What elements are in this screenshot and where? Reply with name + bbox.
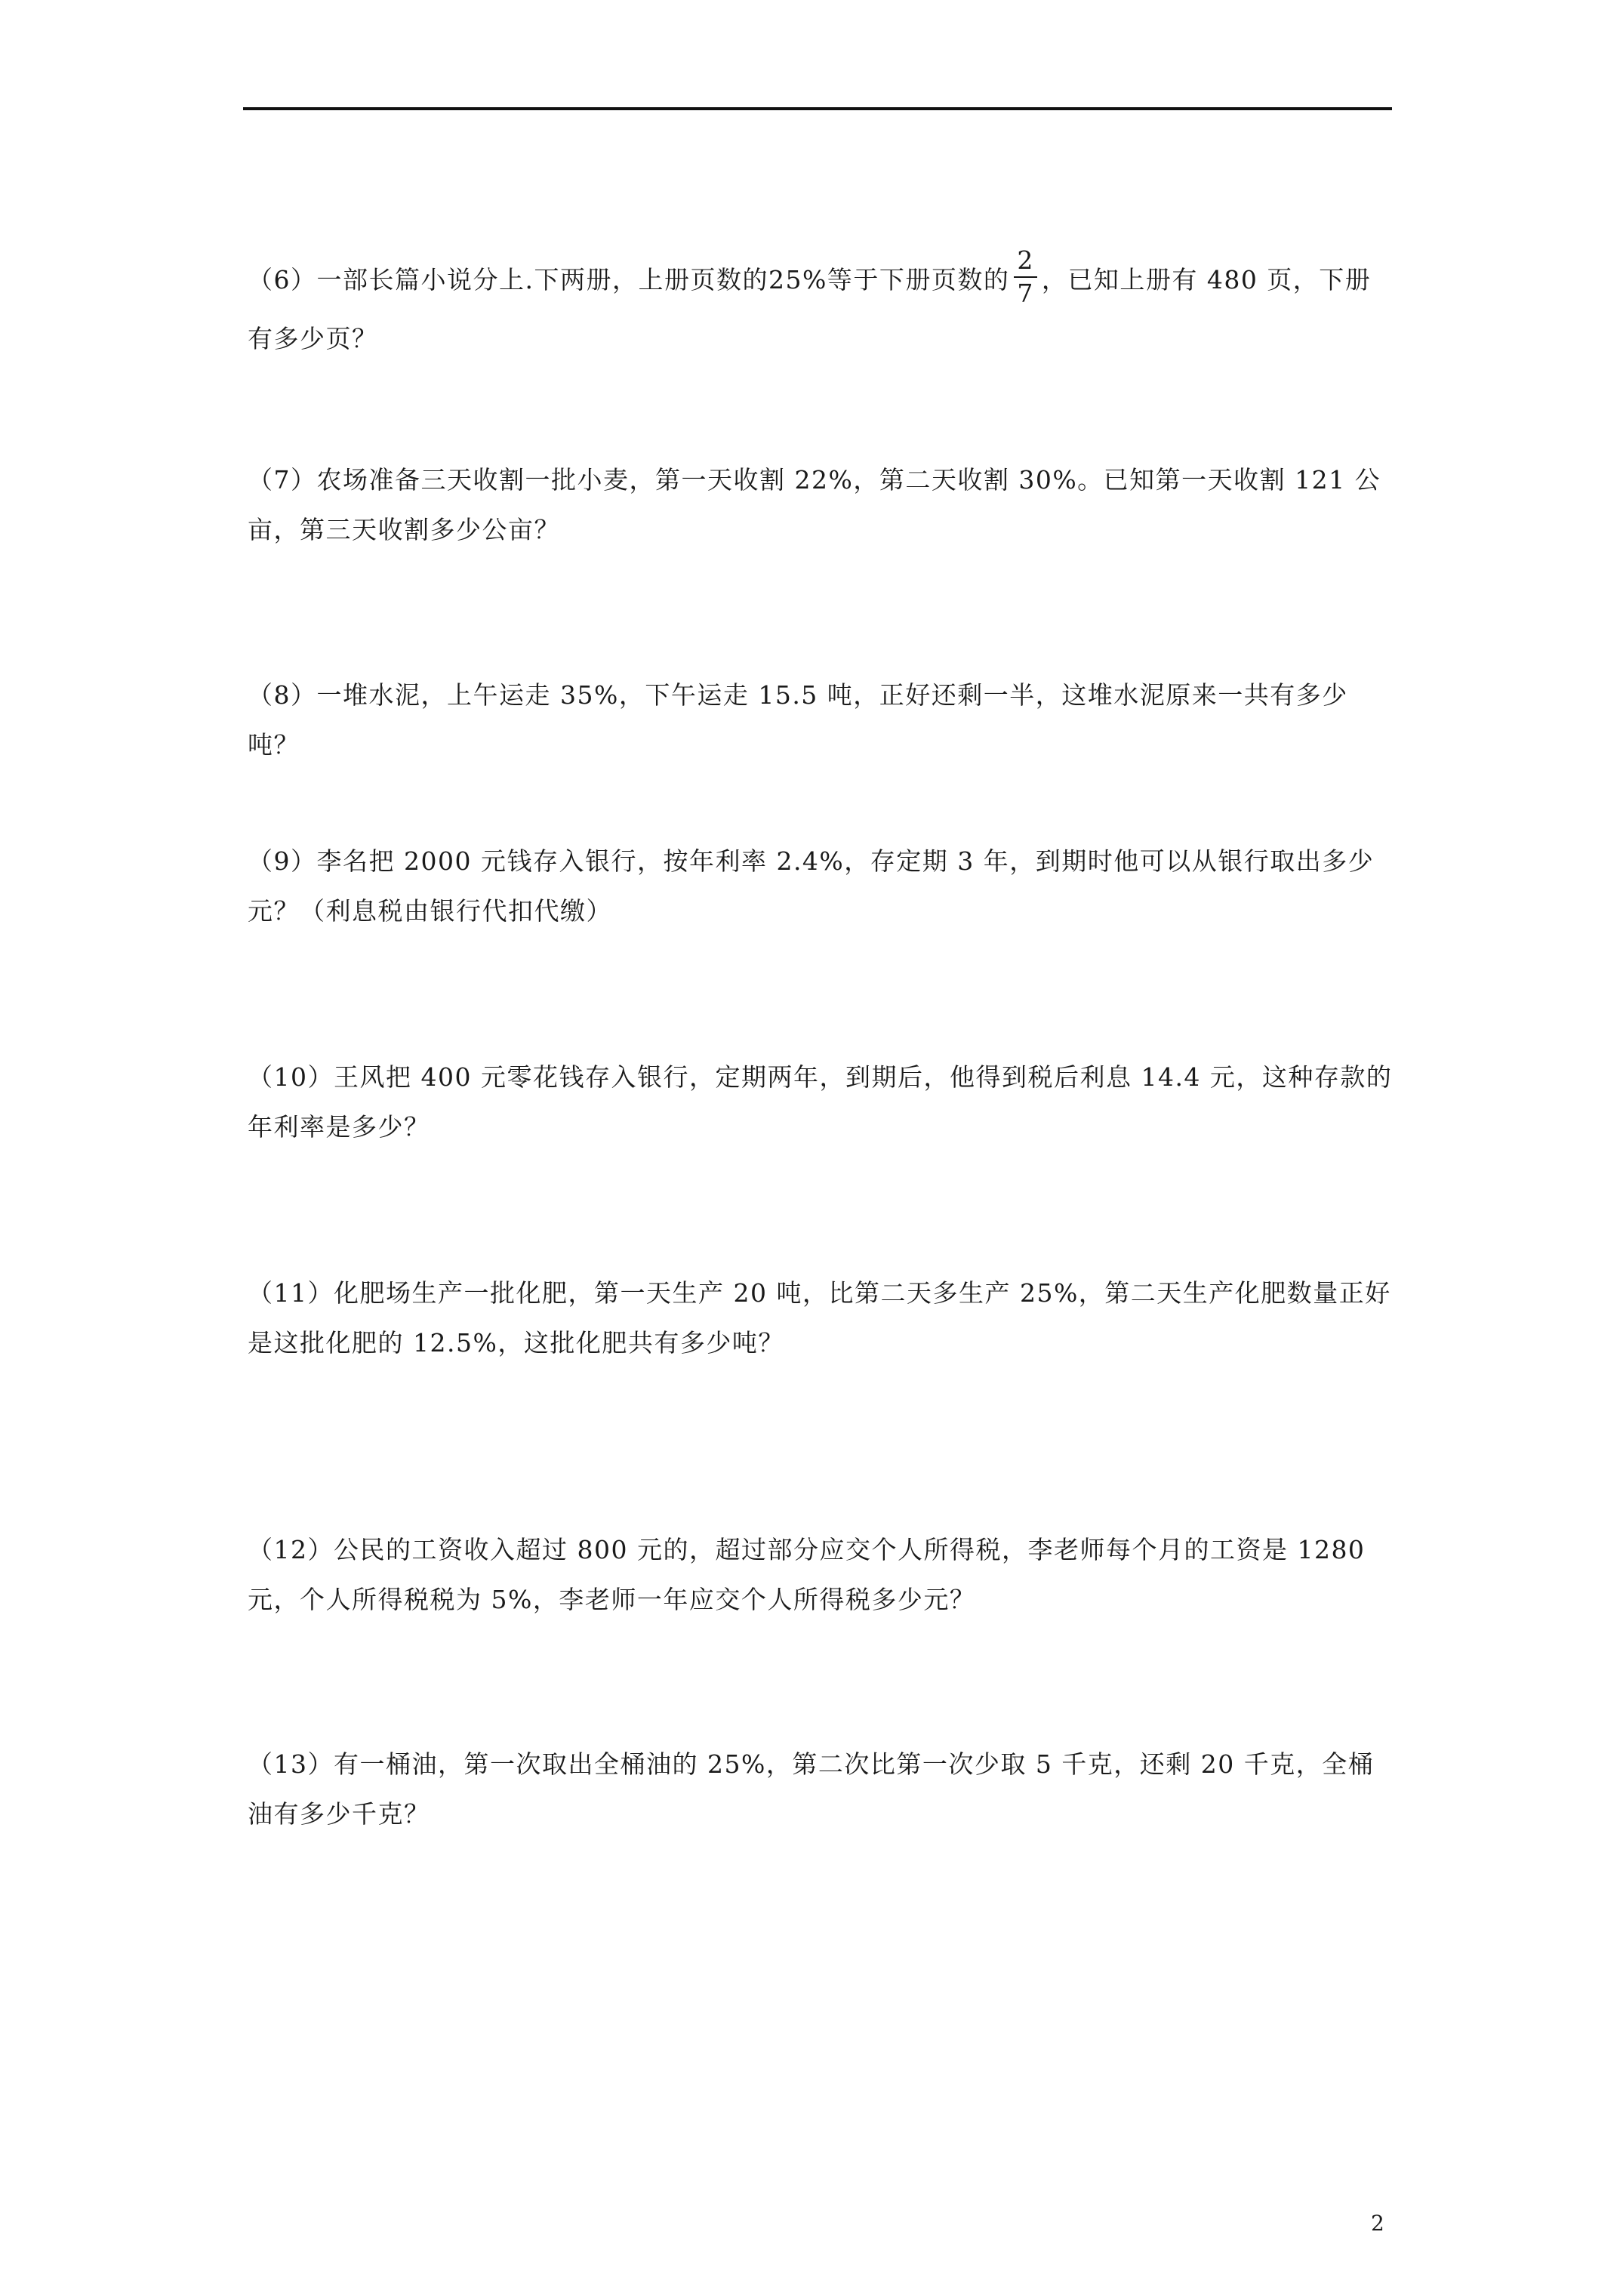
problem-9: （9）李名把 2000 元钱存入银行，按年利率 2.4%，存定期 3 年，到期时他可以从银行取出多少元？（利息税由银行代扣代缴） — [248, 846, 1375, 926]
header-rule — [243, 107, 1392, 110]
problem-6-text-before: （6）一部长篇小说分上.下两册，上册页数的25%等于下册页数的 — [248, 265, 1010, 294]
fraction-denominator: 7 — [1017, 279, 1034, 308]
problem-10: （10）王风把 400 元零花钱存入银行，定期两年，到期后，他得到税后利息 14.4 元，这种存款的年利率是多少？ — [248, 1062, 1393, 1142]
problem-11: （11）化肥场生产一批化肥，第一天生产 20 吨，比第二天多生产 25%，第二天生产化肥数量正好是这批化肥的 12.5%，这批化肥共有多少吨？ — [248, 1278, 1391, 1358]
page-number: 2 — [1371, 2211, 1384, 2236]
fraction-two-sevenths — [1014, 245, 1037, 310]
problem-12: （12）公民的工资收入超过 800 元的，超过部分应交个人所得税，李老师每个月的工资是 1280 元，个人所得税税为 5%，李老师一年应交个人所得税多少元？ — [248, 1535, 1366, 1614]
problem-7: （7）农场准备三天收割一批小麦，第一天收割 22%，第二天收割 30%。已知第一天收割 121 公亩，第三天收割多少公亩？ — [248, 465, 1381, 544]
problem-6-text-after: ，已知上册有 480 页，下册有多少页？ — [248, 265, 1372, 353]
problem-6 — [248, 245, 1395, 364]
fraction-numerator: 2 — [1017, 245, 1034, 275]
problem-8: （8）一堆水泥，上午运走 35%，下午运走 15.5 吨，正好还剩一半，这堆水泥原来一共有多少吨？ — [248, 680, 1348, 760]
problem-13: （13）有一桶油，第一次取出全桶油的 25%，第二次比第一次少取 5 千克，还剩 20 千克，全桶油有多少千克？ — [248, 1749, 1375, 1829]
